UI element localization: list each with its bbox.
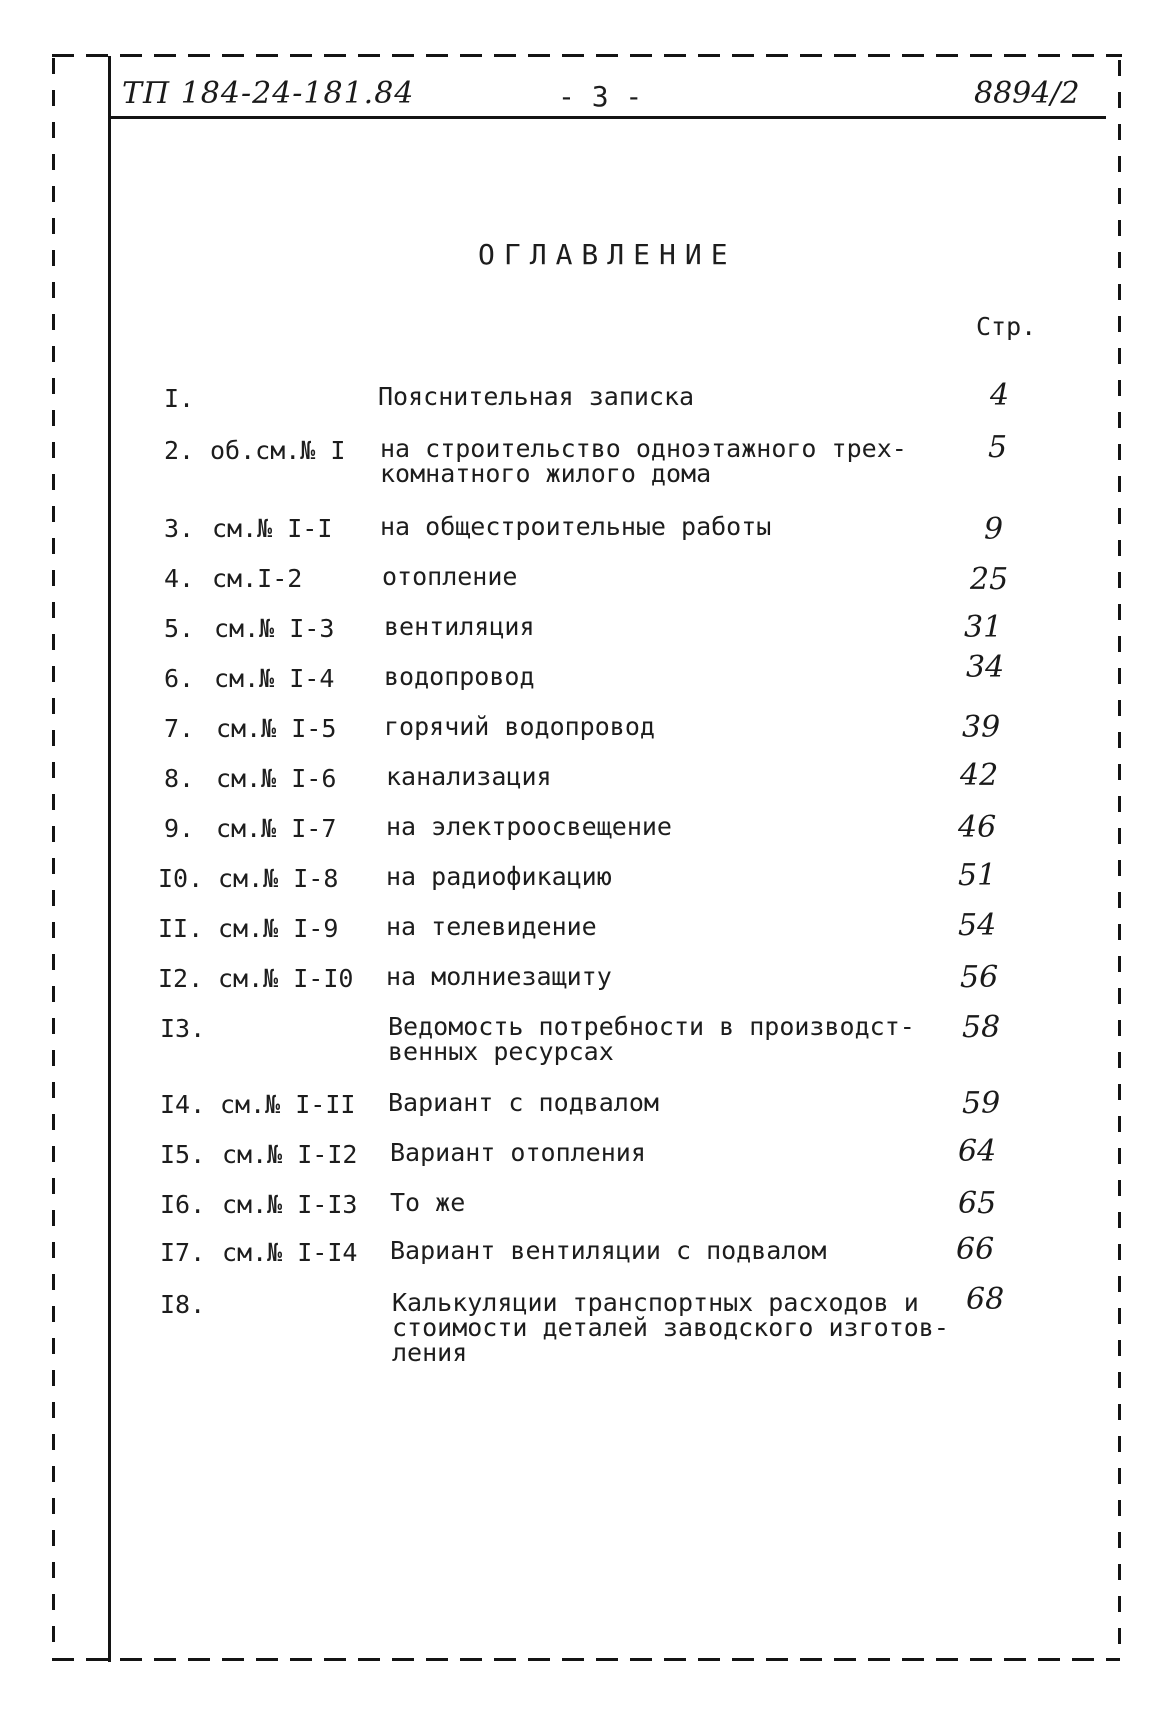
toc-number: I7. bbox=[160, 1238, 206, 1267]
toc-description: на радиофикацию bbox=[386, 862, 612, 891]
toc-reference: см.№ I-6 bbox=[216, 764, 337, 793]
toc-reference: см.№ I-I0 bbox=[218, 964, 354, 993]
toc-description: Вариант с подвалом bbox=[388, 1088, 659, 1117]
toc-page: 9 bbox=[984, 512, 1004, 547]
toc-number: I8. bbox=[160, 1290, 206, 1319]
page-title: ОГЛАВЛЕНИЕ bbox=[478, 238, 737, 271]
toc-description: на телевидение bbox=[386, 912, 597, 941]
toc-number: I. bbox=[164, 384, 195, 413]
toc-number: I5. bbox=[160, 1140, 206, 1169]
toc-number: I6. bbox=[160, 1190, 206, 1219]
toc-number: I3. bbox=[160, 1014, 206, 1043]
toc-page: 66 bbox=[956, 1232, 995, 1267]
toc-page: 31 bbox=[964, 610, 1003, 645]
toc-description: на общестроительные работы bbox=[380, 512, 772, 541]
toc-number: I0. bbox=[158, 864, 204, 893]
toc-description: Вариант вентиляции с подвалом bbox=[390, 1236, 827, 1265]
toc-reference: см.№ I-7 bbox=[216, 814, 337, 843]
toc-reference: см.I-2 bbox=[212, 564, 303, 593]
toc-description: на строительство одноэтажного трех- комнатного жилого дома bbox=[380, 434, 907, 488]
toc-description: канализация bbox=[386, 762, 552, 791]
toc-page: 4 bbox=[990, 378, 1010, 413]
toc-page: 46 bbox=[958, 810, 997, 845]
toc-page: 25 bbox=[970, 562, 1009, 597]
toc-reference: см.№ I-9 bbox=[218, 914, 339, 943]
toc-description: горячий водопровод bbox=[384, 712, 655, 741]
toc-page: 54 bbox=[958, 908, 997, 943]
toc-number: 9. bbox=[164, 814, 195, 843]
toc-page: 58 bbox=[962, 1010, 1001, 1045]
page-number: - 3 - bbox=[558, 80, 643, 113]
toc-number: 3. bbox=[164, 514, 195, 543]
toc-reference: см.№ I-8 bbox=[218, 864, 339, 893]
toc-page: 68 bbox=[966, 1282, 1005, 1317]
toc-number: 8. bbox=[164, 764, 195, 793]
toc-reference: см.№ I-I bbox=[212, 514, 333, 543]
toc-reference: см.№ I-4 bbox=[214, 664, 335, 693]
toc-description: вентиляция bbox=[384, 612, 535, 641]
toc-reference: см.№ I-II bbox=[220, 1090, 356, 1119]
toc-page: 64 bbox=[958, 1134, 997, 1169]
toc-page: 51 bbox=[958, 858, 997, 893]
toc-number: I2. bbox=[158, 964, 204, 993]
toc-number: 7. bbox=[164, 714, 195, 743]
toc-description: То же bbox=[390, 1188, 466, 1217]
toc-page: 5 bbox=[988, 430, 1008, 465]
toc-page: 39 bbox=[962, 710, 1001, 745]
toc-number: 6. bbox=[164, 664, 195, 693]
toc-number: II. bbox=[158, 914, 204, 943]
toc-description: на электроосвещение bbox=[386, 812, 672, 841]
toc-page: 56 bbox=[960, 960, 999, 995]
toc-page: 34 bbox=[966, 650, 1005, 685]
toc-reference: см.№ I-5 bbox=[216, 714, 337, 743]
toc-number: 2. bbox=[164, 436, 195, 465]
toc-description: Вариант отопления bbox=[390, 1138, 646, 1167]
project-code: ТП 184-24-181.84 bbox=[122, 76, 415, 111]
toc-description: Пояснительная записка bbox=[378, 382, 695, 411]
page-column-label: Стр. bbox=[976, 312, 1037, 341]
toc-description: на молниезащиту bbox=[386, 962, 612, 991]
toc-reference: об.см.№ I bbox=[210, 436, 346, 465]
toc-page: 42 bbox=[960, 758, 999, 793]
toc-reference: см.№ I-3 bbox=[214, 614, 335, 643]
toc-number: 5. bbox=[164, 614, 195, 643]
toc-description: водопровод bbox=[384, 662, 535, 691]
toc-reference: см.№ I-I4 bbox=[222, 1238, 358, 1267]
toc-reference: см.№ I-I3 bbox=[222, 1190, 358, 1219]
toc-description: Калькуляции транспортных расходов и стоимости деталей заводского изготов- ления bbox=[392, 1288, 949, 1367]
toc-page: 59 bbox=[962, 1086, 1001, 1121]
document-id: 8894/2 bbox=[974, 76, 1080, 111]
toc-description: Ведомость потребности в производст- венных ресурсах bbox=[388, 1012, 915, 1066]
toc-page: 65 bbox=[958, 1186, 997, 1221]
toc-number: 4. bbox=[164, 564, 195, 593]
toc-description: отопление bbox=[382, 562, 518, 591]
toc-reference: см.№ I-I2 bbox=[222, 1140, 358, 1169]
toc-number: I4. bbox=[160, 1090, 206, 1119]
